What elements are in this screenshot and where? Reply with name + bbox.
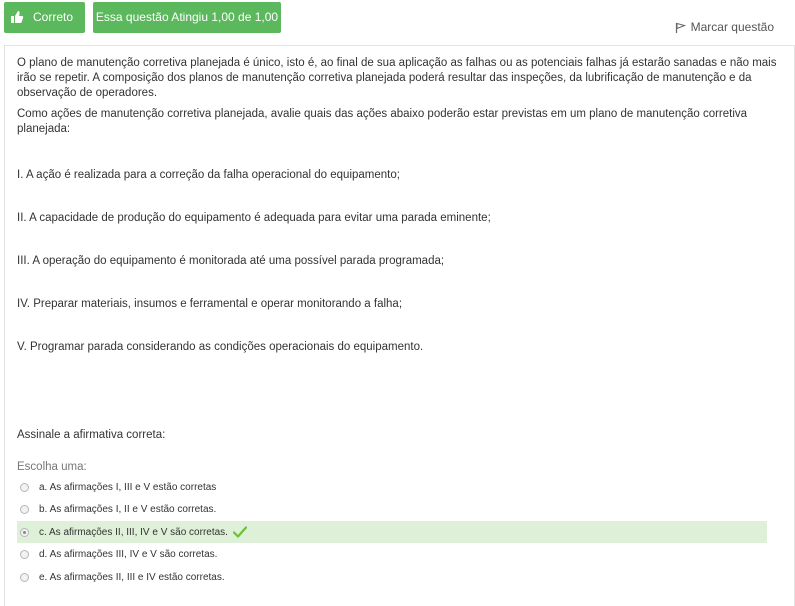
radio-option-c[interactable] [20, 528, 29, 537]
flag-question-label: Marcar questão [690, 20, 774, 34]
statement-5: V. Programar parada considerando as condições operacionais do equipamento. [17, 341, 424, 353]
question-intro: O plano de manutenção corretiva planejada é único, isto é, ao final de sua aplicação as falhas ou as potenciais falhas já estarão sanadas e não mais irão se repetir. A composição dos planos de manutenção corretiva planejada poderá resultar das inspeções, da lubrificação de manutenção e da observação de operadores. [17, 57, 777, 99]
question-card [4, 45, 795, 606]
statement-4: IV. Preparar materiais, insumos e ferramental e operar monitorando a falha; [17, 298, 403, 310]
radio-option-a[interactable] [20, 483, 29, 492]
option-a-label: a. As afirmações I, III e V estão corretas [39, 481, 217, 493]
option-d-label: d. As afirmações III, IV e V são corretas. [39, 548, 218, 560]
option-c[interactable] [17, 521, 767, 543]
option-e-label: e. As afirmações II, III e IV estão corretas. [39, 571, 225, 583]
score-badge: Essa questão Atingiu 1,00 de 1,00 [93, 2, 281, 33]
question-text-block [17, 56, 777, 137]
radio-option-b[interactable] [20, 505, 29, 514]
option-c-label: c. As afirmações II, III, IV e V são corretas. [39, 526, 228, 538]
statement-2: II. A capacidade de produção do equipamento é adequada para evitar uma parada eminente; [17, 212, 491, 224]
checkmark-icon [233, 526, 247, 538]
option-b-label: b. As afirmações I, II e V estão corretas. [39, 503, 217, 515]
thumbs-up-icon [10, 10, 24, 24]
status-badge [4, 2, 85, 33]
radio-option-d[interactable] [20, 550, 29, 559]
statement-1: I. A ação é realizada para a correção da falha operacional do equipamento; [17, 169, 400, 181]
flag-icon [675, 22, 686, 33]
option-a[interactable] [17, 476, 767, 498]
option-d[interactable] [17, 543, 767, 565]
option-e[interactable] [17, 566, 767, 588]
answer-prompt: Assinale a afirmativa correta: [17, 429, 166, 441]
statement-3: III. A operação do equipamento é monitorada até uma possível parada programada; [17, 255, 445, 267]
option-b[interactable] [17, 498, 767, 520]
flag-question-link[interactable] [675, 20, 774, 34]
question-info-bar [0, 0, 795, 40]
choose-label: Escolha uma: [17, 461, 87, 473]
radio-option-e[interactable] [20, 573, 29, 582]
status-label: Correto [33, 10, 74, 24]
question-text: Como ações de manutenção corretiva planejada, avalie quais das ações abaixo poderão estar previstas em um plano de manutenção corretiva planejada: [17, 108, 748, 135]
